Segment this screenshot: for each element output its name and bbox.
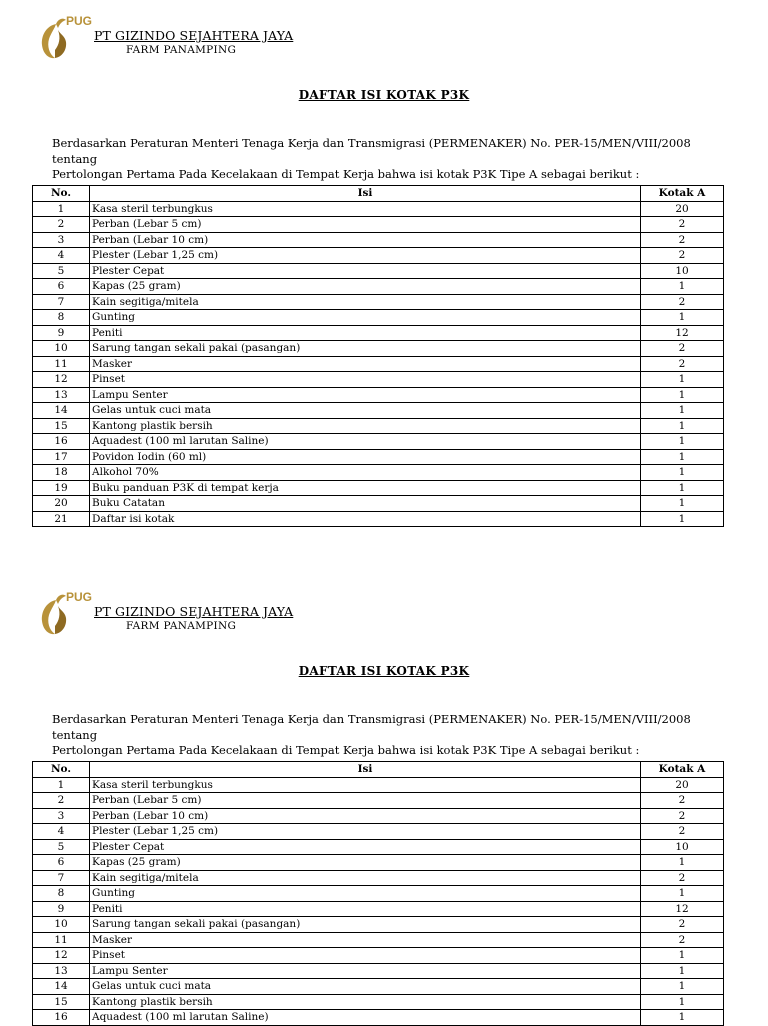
cell-no: 16 [33, 1010, 90, 1026]
table-row [33, 1010, 724, 1026]
cell-no: 3 [33, 232, 90, 248]
table-row [33, 855, 724, 871]
cell-kotak: 2 [641, 870, 724, 886]
cell-kotak: 1 [641, 963, 724, 979]
table-row [33, 341, 724, 357]
table-row [33, 279, 724, 295]
cell-kotak: 1 [641, 480, 724, 496]
cell-no: 16 [33, 434, 90, 450]
cell-no: 3 [33, 808, 90, 824]
cell-kotak: 10 [641, 263, 724, 279]
cell-isi: Plester Cepat [90, 263, 641, 279]
logo-text: PUG [66, 590, 93, 604]
farm-name: FARM PANAMPING [126, 44, 237, 56]
header-no: No. [33, 762, 90, 778]
cell-isi: Perban (Lebar 10 cm) [90, 808, 641, 824]
cell-kotak: 10 [641, 839, 724, 855]
table-row [33, 839, 724, 855]
cell-isi: Gunting [90, 310, 641, 326]
cell-no: 12 [33, 948, 90, 964]
table-row [33, 808, 724, 824]
cell-kotak: 12 [641, 325, 724, 341]
cell-no: 19 [33, 480, 90, 496]
p3k-table [32, 185, 724, 527]
cell-kotak: 1 [641, 372, 724, 388]
cell-no: 18 [33, 465, 90, 481]
cell-kotak: 1 [641, 418, 724, 434]
document-title: DAFTAR ISI KOTAK P3K [298, 88, 470, 102]
intro-line-1: Berdasarkan Peraturan Menteri Tenaga Kerja dan Transmigrasi (PERMENAKER) No. PER-15/MEN/VIII/2008 tentang [52, 136, 691, 166]
cell-no: 4 [33, 824, 90, 840]
cell-no: 1 [33, 777, 90, 793]
intro-line-2: Pertolongan Pertama Pada Kecelakaan di Tempat Kerja bahwa isi kotak P3K Tipe A sebagai berikut : [52, 167, 640, 181]
cell-isi: Plester Cepat [90, 839, 641, 855]
cell-isi: Perban (Lebar 10 cm) [90, 232, 641, 248]
cell-kotak: 2 [641, 808, 724, 824]
cell-kotak: 1 [641, 511, 724, 527]
table-row [33, 496, 724, 512]
cell-isi: Buku panduan P3K di tempat kerja [90, 480, 641, 496]
cell-kotak: 1 [641, 403, 724, 419]
cell-no: 1 [33, 201, 90, 217]
cell-isi: Kantong plastik bersih [90, 994, 641, 1010]
header-isi: Isi [90, 186, 641, 202]
cell-kotak: 2 [641, 232, 724, 248]
cell-no: 14 [33, 403, 90, 419]
cell-isi: Kantong plastik bersih [90, 418, 641, 434]
cell-isi: Sarung tangan sekali pakai (pasangan) [90, 917, 641, 933]
cell-kotak: 1 [641, 449, 724, 465]
cell-kotak: 1 [641, 434, 724, 450]
cell-isi: Sarung tangan sekali pakai (pasangan) [90, 341, 641, 357]
cell-isi: Pinset [90, 948, 641, 964]
cell-no: 6 [33, 279, 90, 295]
header-kotak: Kotak A [641, 186, 724, 202]
cell-no: 7 [33, 870, 90, 886]
table-row [33, 886, 724, 902]
table-row [33, 434, 724, 450]
cell-isi: Masker [90, 932, 641, 948]
cell-isi: Masker [90, 356, 641, 372]
header-kotak: Kotak A [641, 762, 724, 778]
cell-no: 15 [33, 418, 90, 434]
cell-isi: Plester (Lebar 1,25 cm) [90, 824, 641, 840]
logo-text: PUG [66, 14, 93, 28]
cell-isi: Gunting [90, 886, 641, 902]
cell-no: 10 [33, 341, 90, 357]
cell-no: 11 [33, 356, 90, 372]
table-row [33, 356, 724, 372]
table-row [33, 948, 724, 964]
company-name: PT GIZINDO SEJAHTERA JAYA [94, 604, 294, 619]
cell-kotak: 1 [641, 387, 724, 403]
cell-isi: Kasa steril terbungkus [90, 201, 641, 217]
intro-paragraph [52, 136, 732, 183]
cell-kotak: 2 [641, 932, 724, 948]
table-row [33, 480, 724, 496]
cell-kotak: 2 [641, 294, 724, 310]
table-row [33, 979, 724, 995]
cell-isi: Aquadest (100 ml larutan Saline) [90, 1010, 641, 1026]
intro-line-1: Berdasarkan Peraturan Menteri Tenaga Kerja dan Transmigrasi (PERMENAKER) No. PER-15/MEN/VIII/2008 tentang [52, 712, 691, 742]
table-row [33, 824, 724, 840]
cell-isi: Alkohol 70% [90, 465, 641, 481]
cell-isi: Gelas untuk cuci mata [90, 403, 641, 419]
table-row [33, 511, 724, 527]
cell-no: 20 [33, 496, 90, 512]
table-row [33, 372, 724, 388]
cell-kotak: 1 [641, 496, 724, 512]
table-row [33, 263, 724, 279]
table-row [33, 325, 724, 341]
table-row [33, 294, 724, 310]
cell-no: 2 [33, 793, 90, 809]
cell-no: 9 [33, 901, 90, 917]
table-row [33, 793, 724, 809]
table-row [33, 917, 724, 933]
company-logo-icon [36, 588, 93, 638]
company-name: PT GIZINDO SEJAHTERA JAYA [94, 28, 294, 43]
cell-no: 13 [33, 387, 90, 403]
table-row [33, 449, 724, 465]
cell-kotak: 2 [641, 824, 724, 840]
cell-kotak: 20 [641, 201, 724, 217]
cell-no: 14 [33, 979, 90, 995]
cell-no: 6 [33, 855, 90, 871]
cell-no: 2 [33, 217, 90, 233]
intro-paragraph [52, 712, 732, 759]
cell-kotak: 1 [641, 994, 724, 1010]
cell-isi: Plester (Lebar 1,25 cm) [90, 248, 641, 264]
cell-kotak: 1 [641, 310, 724, 326]
table-row [33, 418, 724, 434]
cell-isi: Kasa steril terbungkus [90, 777, 641, 793]
cell-kotak: 2 [641, 917, 724, 933]
cell-isi: Kain segitiga/mitela [90, 870, 641, 886]
table-row [33, 232, 724, 248]
table-row [33, 217, 724, 233]
farm-name: FARM PANAMPING [126, 620, 237, 632]
table-row [33, 870, 724, 886]
cell-kotak: 1 [641, 855, 724, 871]
cell-kotak: 12 [641, 901, 724, 917]
cell-kotak: 1 [641, 886, 724, 902]
cell-kotak: 2 [641, 341, 724, 357]
cell-isi: Kapas (25 gram) [90, 279, 641, 295]
cell-kotak: 2 [641, 356, 724, 372]
cell-kotak: 1 [641, 279, 724, 295]
cell-isi: Daftar isi kotak [90, 511, 641, 527]
table-row [33, 248, 724, 264]
table-row [33, 201, 724, 217]
cell-no: 15 [33, 994, 90, 1010]
table-header-row [33, 762, 724, 778]
cell-kotak: 1 [641, 465, 724, 481]
table-row [33, 901, 724, 917]
header-isi: Isi [90, 762, 641, 778]
cell-no: 8 [33, 886, 90, 902]
cell-isi: Aquadest (100 ml larutan Saline) [90, 434, 641, 450]
cell-no: 21 [33, 511, 90, 527]
table-row [33, 963, 724, 979]
cell-no: 7 [33, 294, 90, 310]
cell-kotak: 20 [641, 777, 724, 793]
cell-no: 12 [33, 372, 90, 388]
table-row [33, 387, 724, 403]
cell-isi: Pinset [90, 372, 641, 388]
cell-isi: Kapas (25 gram) [90, 855, 641, 871]
cell-kotak: 2 [641, 793, 724, 809]
table-row [33, 465, 724, 481]
cell-isi: Kain segitiga/mitela [90, 294, 641, 310]
table-row [33, 994, 724, 1010]
cell-isi: Lampu Senter [90, 963, 641, 979]
cell-isi: Peniti [90, 325, 641, 341]
cell-kotak: 1 [641, 979, 724, 995]
cell-kotak: 1 [641, 1010, 724, 1026]
cell-no: 17 [33, 449, 90, 465]
cell-no: 5 [33, 263, 90, 279]
company-logo-icon [36, 12, 93, 62]
cell-kotak: 2 [641, 248, 724, 264]
cell-no: 5 [33, 839, 90, 855]
table-row [33, 777, 724, 793]
cell-no: 9 [33, 325, 90, 341]
table-row [33, 932, 724, 948]
cell-kotak: 2 [641, 217, 724, 233]
table-row [33, 403, 724, 419]
cell-no: 4 [33, 248, 90, 264]
cell-isi: Gelas untuk cuci mata [90, 979, 641, 995]
header-no: No. [33, 186, 90, 202]
cell-isi: Perban (Lebar 5 cm) [90, 217, 641, 233]
table-row [33, 310, 724, 326]
document-title: DAFTAR ISI KOTAK P3K [298, 664, 470, 678]
cell-isi: Buku Catatan [90, 496, 641, 512]
cell-no: 11 [33, 932, 90, 948]
cell-isi: Perban (Lebar 5 cm) [90, 793, 641, 809]
intro-line-2: Pertolongan Pertama Pada Kecelakaan di Tempat Kerja bahwa isi kotak P3K Tipe A sebagai berikut : [52, 743, 640, 757]
cell-kotak: 1 [641, 948, 724, 964]
cell-no: 13 [33, 963, 90, 979]
cell-isi: Povidon Iodin (60 ml) [90, 449, 641, 465]
cell-isi: Lampu Senter [90, 387, 641, 403]
cell-no: 10 [33, 917, 90, 933]
cell-no: 8 [33, 310, 90, 326]
p3k-table [32, 761, 724, 1026]
table-header-row [33, 186, 724, 202]
cell-isi: Peniti [90, 901, 641, 917]
